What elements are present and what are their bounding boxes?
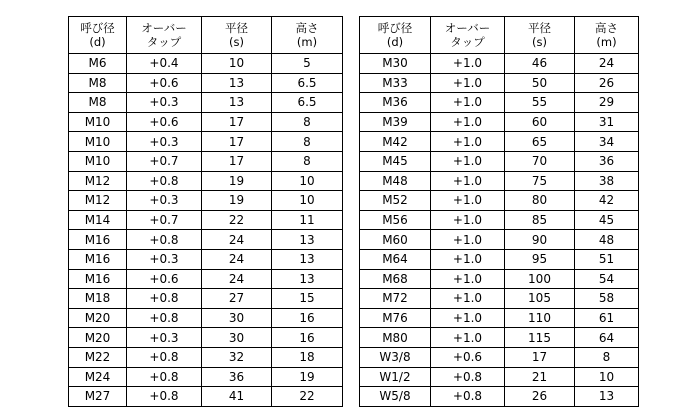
cell-nominal-diameter: W1/2: [360, 367, 431, 387]
cell-nominal-diameter: M14: [69, 210, 127, 230]
header-line: (d): [386, 35, 404, 49]
cell-height: 61: [575, 308, 639, 328]
cell-width-across-flats: 17: [202, 112, 272, 132]
header-nominal-diameter: [69, 17, 127, 54]
cell-height: 10: [272, 191, 343, 211]
cell-nominal-diameter: M60: [360, 230, 431, 250]
cell-nominal-diameter: M10: [69, 132, 127, 152]
table-row: [69, 230, 343, 250]
cell-width-across-flats: 100: [505, 269, 575, 289]
cell-over-tap: +0.6: [127, 269, 202, 289]
header-line: タップ: [146, 35, 182, 49]
cell-width-across-flats: 75: [505, 171, 575, 191]
cell-nominal-diameter: M20: [69, 328, 127, 348]
header-line: (s): [229, 35, 244, 49]
table-row: [360, 112, 639, 132]
header-row: [69, 17, 343, 54]
table-row: [69, 269, 343, 289]
cell-nominal-diameter: M16: [69, 249, 127, 269]
cell-nominal-diameter: M33: [360, 73, 431, 93]
cell-height: 13: [575, 387, 639, 407]
cell-height: 18: [272, 347, 343, 367]
cell-width-across-flats: 105: [505, 289, 575, 309]
table-row: [360, 210, 639, 230]
header-line: 呼び径: [377, 21, 413, 35]
cell-nominal-diameter: M56: [360, 210, 431, 230]
cell-height: 42: [575, 191, 639, 211]
header-line: (d): [89, 35, 106, 49]
cell-height: 51: [575, 249, 639, 269]
table-body-left: [69, 54, 343, 407]
cell-width-across-flats: 95: [505, 249, 575, 269]
header-line: (s): [532, 35, 547, 49]
table-row: [69, 151, 343, 171]
cell-over-tap: +0.6: [431, 347, 505, 367]
table-body-right: [360, 54, 639, 407]
table-row: [69, 112, 343, 132]
cell-nominal-diameter: M12: [69, 171, 127, 191]
cell-nominal-diameter: M30: [360, 54, 431, 74]
table-row: [360, 367, 639, 387]
cell-width-across-flats: 30: [202, 308, 272, 328]
table-row: [69, 73, 343, 93]
header-line: オーバー: [141, 21, 187, 35]
cell-nominal-diameter: M80: [360, 328, 431, 348]
cell-over-tap: +1.0: [431, 328, 505, 348]
cell-width-across-flats: 19: [202, 171, 272, 191]
cell-over-tap: +0.3: [127, 191, 202, 211]
cell-nominal-diameter: M12: [69, 191, 127, 211]
table-row: [69, 191, 343, 211]
table-row: [69, 308, 343, 328]
table-row: [360, 347, 639, 367]
cell-height: 45: [575, 210, 639, 230]
table-row: [360, 73, 639, 93]
cell-height: 8: [272, 132, 343, 152]
cell-height: 13: [272, 269, 343, 289]
cell-width-across-flats: 30: [202, 328, 272, 348]
cell-height: 13: [272, 230, 343, 250]
cell-nominal-diameter: M52: [360, 191, 431, 211]
cell-height: 29: [575, 93, 639, 113]
cell-nominal-diameter: M24: [69, 367, 127, 387]
cell-nominal-diameter: M16: [69, 269, 127, 289]
cell-nominal-diameter: M68: [360, 269, 431, 289]
table-row: [69, 387, 343, 407]
cell-height: 15: [272, 289, 343, 309]
header-line: 平径: [225, 21, 248, 35]
table-row: [360, 308, 639, 328]
cell-over-tap: +1.0: [431, 191, 505, 211]
header-line: 高さ: [295, 21, 319, 35]
header-line: 高さ: [595, 21, 618, 35]
nut-size-table-left: [68, 16, 343, 407]
table-row: [360, 54, 639, 74]
cell-width-across-flats: 65: [505, 132, 575, 152]
table-row: [69, 54, 343, 74]
cell-width-across-flats: 13: [202, 93, 272, 113]
cell-nominal-diameter: M36: [360, 93, 431, 113]
cell-nominal-diameter: M8: [69, 73, 127, 93]
cell-height: 26: [575, 73, 639, 93]
cell-over-tap: +0.8: [127, 171, 202, 191]
cell-over-tap: +0.8: [127, 308, 202, 328]
cell-nominal-diameter: W3/8: [360, 347, 431, 367]
cell-width-across-flats: 17: [505, 347, 575, 367]
cell-nominal-diameter: W5/8: [360, 387, 431, 407]
cell-over-tap: +0.7: [127, 151, 202, 171]
header-line: 平径: [528, 21, 551, 35]
cell-nominal-diameter: M16: [69, 230, 127, 250]
cell-over-tap: +1.0: [431, 269, 505, 289]
cell-over-tap: +0.3: [127, 93, 202, 113]
header-line: (m): [296, 35, 318, 49]
table-row: [360, 230, 639, 250]
cell-over-tap: +0.3: [127, 328, 202, 348]
cell-width-across-flats: 50: [505, 73, 575, 93]
cell-height: 8: [272, 112, 343, 132]
cell-over-tap: +0.8: [127, 367, 202, 387]
table-row: [360, 93, 639, 113]
cell-nominal-diameter: M76: [360, 308, 431, 328]
header-line: タップ: [450, 35, 485, 49]
cell-width-across-flats: 26: [505, 387, 575, 407]
cell-nominal-diameter: M22: [69, 347, 127, 367]
header-line: 呼び径: [80, 21, 115, 35]
cell-height: 24: [575, 54, 639, 74]
table-row: [360, 289, 639, 309]
cell-nominal-diameter: M42: [360, 132, 431, 152]
nut-size-table-right: [359, 16, 639, 407]
cell-over-tap: +1.0: [431, 171, 505, 191]
cell-width-across-flats: 17: [202, 132, 272, 152]
cell-width-across-flats: 24: [202, 249, 272, 269]
header-over-tap: [431, 17, 505, 54]
cell-height: 11: [272, 210, 343, 230]
cell-height: 34: [575, 132, 639, 152]
table-row: [360, 171, 639, 191]
cell-over-tap: +1.0: [431, 210, 505, 230]
cell-width-across-flats: 41: [202, 387, 272, 407]
cell-height: 22: [272, 387, 343, 407]
cell-nominal-diameter: M18: [69, 289, 127, 309]
cell-width-across-flats: 22: [202, 210, 272, 230]
cell-width-across-flats: 19: [202, 191, 272, 211]
cell-width-across-flats: 80: [505, 191, 575, 211]
cell-over-tap: +0.8: [127, 387, 202, 407]
cell-over-tap: +1.0: [431, 308, 505, 328]
cell-width-across-flats: 85: [505, 210, 575, 230]
cell-nominal-diameter: M45: [360, 151, 431, 171]
cell-width-across-flats: 32: [202, 347, 272, 367]
cell-width-across-flats: 27: [202, 289, 272, 309]
cell-height: 58: [575, 289, 639, 309]
table-row: [69, 328, 343, 348]
header-line: (m): [596, 35, 617, 49]
cell-nominal-diameter: M27: [69, 387, 127, 407]
table-row: [360, 387, 639, 407]
cell-height: 19: [272, 367, 343, 387]
header-nominal-diameter: [360, 17, 431, 54]
cell-height: 31: [575, 112, 639, 132]
cell-height: 6.5: [272, 73, 343, 93]
table-row: [360, 151, 639, 171]
cell-height: 10: [575, 367, 639, 387]
cell-width-across-flats: 17: [202, 151, 272, 171]
header-width-across-flats: [505, 17, 575, 54]
cell-over-tap: +0.8: [431, 387, 505, 407]
cell-width-across-flats: 10: [202, 54, 272, 74]
cell-over-tap: +1.0: [431, 132, 505, 152]
cell-over-tap: +0.7: [127, 210, 202, 230]
table-row: [360, 132, 639, 152]
cell-width-across-flats: 46: [505, 54, 575, 74]
table-row: [69, 171, 343, 191]
cell-over-tap: +1.0: [431, 73, 505, 93]
table-row: [69, 347, 343, 367]
cell-height: 6.5: [272, 93, 343, 113]
cell-height: 5: [272, 54, 343, 74]
cell-nominal-diameter: M72: [360, 289, 431, 309]
cell-width-across-flats: 24: [202, 269, 272, 289]
table-row: [69, 249, 343, 269]
cell-width-across-flats: 70: [505, 151, 575, 171]
cell-nominal-diameter: M10: [69, 151, 127, 171]
cell-height: 36: [575, 151, 639, 171]
cell-nominal-diameter: M48: [360, 171, 431, 191]
table-row: [69, 132, 343, 152]
cell-width-across-flats: 110: [505, 308, 575, 328]
cell-over-tap: +1.0: [431, 289, 505, 309]
cell-over-tap: +1.0: [431, 249, 505, 269]
cell-over-tap: +1.0: [431, 151, 505, 171]
cell-nominal-diameter: M10: [69, 112, 127, 132]
table-row: [360, 269, 639, 289]
cell-over-tap: +0.8: [127, 230, 202, 250]
header-line: オーバー: [444, 21, 491, 35]
cell-over-tap: +1.0: [431, 93, 505, 113]
cell-over-tap: +0.8: [127, 289, 202, 309]
table-row: [360, 249, 639, 269]
cell-width-across-flats: 60: [505, 112, 575, 132]
cell-nominal-diameter: M8: [69, 93, 127, 113]
cell-over-tap: +0.8: [127, 347, 202, 367]
cell-width-across-flats: 36: [202, 367, 272, 387]
cell-over-tap: +1.0: [431, 54, 505, 74]
cell-height: 8: [575, 347, 639, 367]
cell-height: 64: [575, 328, 639, 348]
cell-nominal-diameter: M39: [360, 112, 431, 132]
table-row: [69, 93, 343, 113]
cell-height: 10: [272, 171, 343, 191]
header-height: [272, 17, 343, 54]
cell-over-tap: +1.0: [431, 230, 505, 250]
cell-over-tap: +0.3: [127, 249, 202, 269]
table-row: [69, 210, 343, 230]
header-row: [360, 17, 639, 54]
cell-height: 8: [272, 151, 343, 171]
header-width-across-flats: [202, 17, 272, 54]
cell-height: 38: [575, 171, 639, 191]
cell-over-tap: +0.8: [431, 367, 505, 387]
cell-over-tap: +0.4: [127, 54, 202, 74]
cell-nominal-diameter: M20: [69, 308, 127, 328]
cell-over-tap: +0.3: [127, 132, 202, 152]
cell-width-across-flats: 115: [505, 328, 575, 348]
cell-height: 16: [272, 308, 343, 328]
cell-nominal-diameter: M6: [69, 54, 127, 74]
table-row: [69, 367, 343, 387]
cell-width-across-flats: 21: [505, 367, 575, 387]
cell-nominal-diameter: M64: [360, 249, 431, 269]
table-row: [360, 191, 639, 211]
cell-height: 48: [575, 230, 639, 250]
cell-width-across-flats: 55: [505, 93, 575, 113]
cell-over-tap: +0.6: [127, 73, 202, 93]
table-row: [69, 289, 343, 309]
cell-height: 16: [272, 328, 343, 348]
cell-height: 54: [575, 269, 639, 289]
cell-width-across-flats: 13: [202, 73, 272, 93]
header-height: [575, 17, 639, 54]
cell-width-across-flats: 90: [505, 230, 575, 250]
cell-over-tap: +0.6: [127, 112, 202, 132]
table-row: [360, 328, 639, 348]
header-over-tap: [127, 17, 202, 54]
cell-over-tap: +1.0: [431, 112, 505, 132]
cell-width-across-flats: 24: [202, 230, 272, 250]
cell-height: 13: [272, 249, 343, 269]
